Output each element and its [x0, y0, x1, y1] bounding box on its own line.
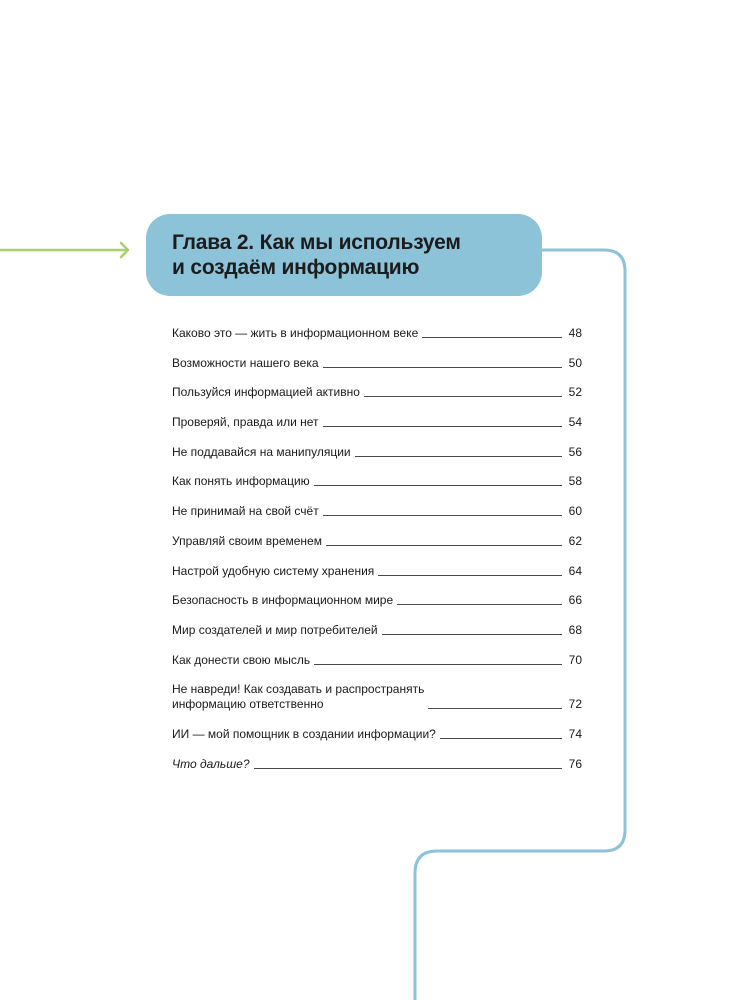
toc-entry-title: Безопасность в информационном мире [172, 593, 394, 608]
toc-page-number: 52 [568, 385, 582, 400]
toc-leader [323, 426, 562, 427]
toc-page-number: 74 [568, 726, 582, 741]
toc-leader [326, 545, 562, 546]
toc-entry[interactable] [172, 534, 582, 549]
chapter-header [146, 214, 542, 296]
toc-entry[interactable] [172, 593, 582, 608]
toc-entry-title: Пользуйся информацией активно [172, 385, 360, 400]
toc-entry-title: Каково это — жить в информационном веке [172, 326, 419, 340]
toc-entry-title-line-2: информацию ответственно [172, 697, 324, 712]
toc-leader [364, 396, 562, 397]
toc-entry[interactable] [172, 564, 582, 579]
toc-leader [323, 367, 562, 368]
toc-page-number: 64 [568, 563, 582, 578]
toc-page-number: 60 [568, 504, 582, 519]
toc-page-number: 48 [568, 326, 582, 340]
toc-entry[interactable] [172, 415, 582, 430]
toc-leader [314, 664, 562, 665]
toc-entry[interactable] [172, 385, 582, 400]
toc-entry-title: Настрой удобную систему хранения [172, 563, 375, 578]
toc-page-number: 68 [568, 622, 582, 637]
toc-entry[interactable] [172, 623, 582, 638]
toc-entry[interactable] [172, 504, 582, 519]
toc-entry-title: Что дальше? [172, 756, 250, 771]
toc-entry[interactable] [172, 727, 582, 742]
table-of-contents [172, 326, 582, 786]
toc-entry-title: Мир создателей и мир потребителей [172, 622, 378, 637]
toc-page-number: 50 [568, 355, 582, 370]
toc-page-number: 58 [568, 474, 582, 489]
toc-entry[interactable] [172, 356, 582, 371]
toc-entry[interactable] [172, 653, 582, 668]
toc-leader [314, 485, 562, 486]
toc-entry-title: Не принимай на свой счёт [172, 504, 319, 519]
toc-page-number: 56 [568, 444, 582, 459]
toc-leader [323, 515, 562, 516]
toc-leader [378, 575, 562, 576]
toc-leader [397, 604, 562, 605]
toc-entry[interactable] [172, 445, 582, 460]
toc-entry[interactable] [172, 682, 582, 712]
chapter-title-line-2: и создаём информацию [172, 256, 420, 279]
chapter-title-line-1: Глава 2. Как мы используем [172, 231, 461, 254]
toc-page-number: 54 [568, 415, 582, 430]
toc-page-number: 76 [568, 756, 582, 771]
toc-entry[interactable] [172, 474, 582, 489]
toc-leader [440, 738, 562, 739]
toc-leader [428, 708, 562, 709]
toc-page-number: 72 [568, 697, 582, 712]
toc-entry-title: Не поддавайся на манипуляции [172, 444, 351, 459]
toc-page-number: 66 [568, 593, 582, 608]
toc-entry-title: Проверяй, правда или нет [172, 415, 319, 430]
toc-leader [422, 337, 562, 338]
toc-entry-title: Управляй своим временем [172, 533, 322, 548]
toc-page-number: 70 [568, 652, 582, 667]
toc-entry[interactable] [172, 757, 582, 772]
chapter-title [172, 230, 518, 280]
toc-entry-title: ИИ — мой помощник в создании информации? [172, 726, 436, 741]
toc-entry-title: Как донести свою мысль [172, 652, 311, 667]
toc-entry-title: Как понять информацию [172, 474, 310, 489]
toc-page-number: 62 [568, 533, 582, 548]
toc-leader [355, 456, 562, 457]
toc-entry-title [172, 682, 424, 712]
toc-entry[interactable] [172, 326, 582, 341]
toc-leader [254, 768, 562, 769]
toc-leader [382, 634, 562, 635]
toc-entry-title-line-1: Не навреди! Как создавать и распространять [172, 682, 425, 697]
toc-entry-title: Возможности нашего века [172, 355, 319, 370]
